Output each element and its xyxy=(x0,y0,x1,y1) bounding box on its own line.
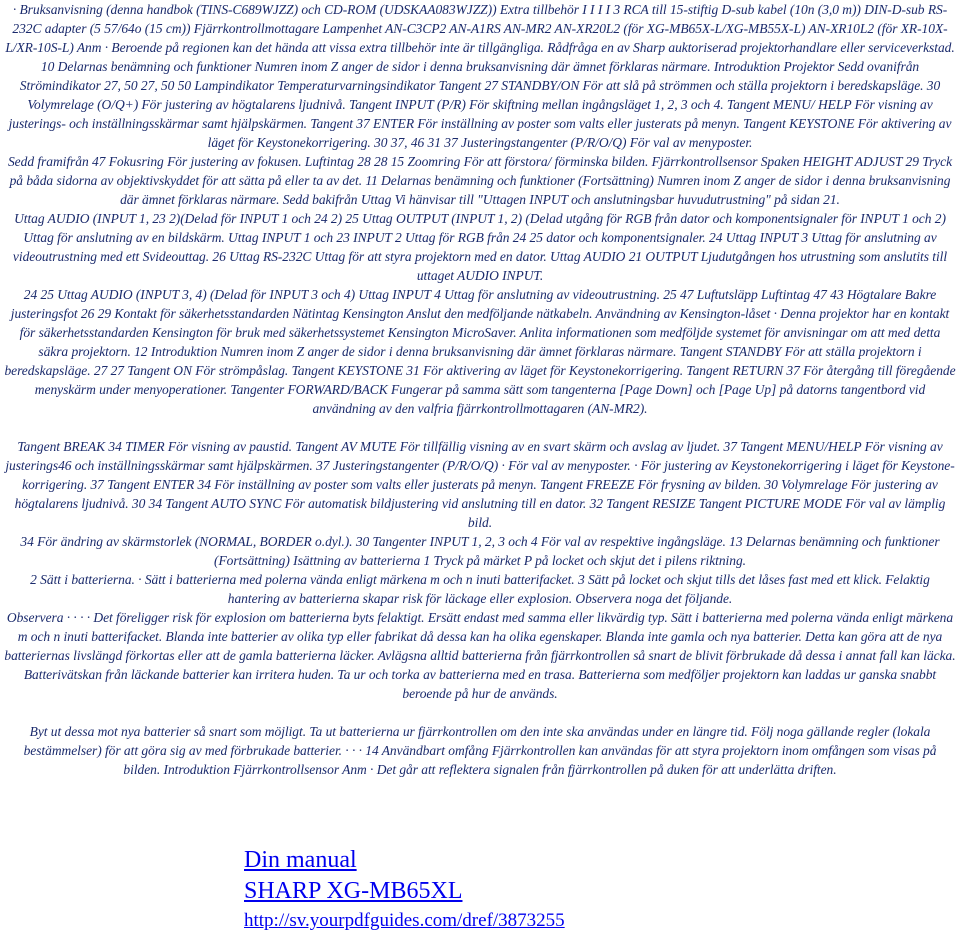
paragraph-spacer xyxy=(4,418,956,437)
din-manual-link[interactable]: Din manual xyxy=(244,847,357,873)
paragraph-remote-buttons: Tangent BREAK 34 TIMER För visning av paustid. Tangent AV MUTE För tillfällig visning av en svart skärm och avslag av ljudet. 37 Tangent MENU/HELP För visning av justerings46 och inställningsskärmar samt hjälpskärmen. 37 Justeringstangenter (P/R/O/Q) · För val av menyposter. · För justering av Keystonekorrigering i läget för Keystone-korrigering. 37 Tangent ENTER 34 För inställning av poster som valts eller justerats på menyn. Tangent FREEZE För frysning av bilden. 30 Volymrelage För justering av högtalarens ljudnivå. 30 34 Tangent AUTO SYNC För automatisk bildjustering vid anslutning till en dator. 32 Tangent RESIZE Tangent PICTURE MODE För val av lämplig bild. xyxy=(5,439,955,530)
paragraph-battery-warning: Observera · · · · Det föreligger risk för explosion om batterierna byts felaktigt. Ersätt endast med samma eller likvärdig typ. Sätt i batterierna med polerna vända enligt märkena m och n inuti batterifacket. Blanda inte batterier av olika typ eller fabrikat då dessa kan ha olika egenskaper. Blanda inte gamla och nya batterier. Detta kan göra att de nya batteriernas livslängd förkortas eller att de gamla batterierna läcker. Avlägsna alltid batterierna från fjärrkontrollen så snart de blivit förbrukade då dessa i annat fall kan läcka. Batterivätskan från läckande batterier kan irritera huden. Ta ur och torka av batterierna med en trasa. Batterierna som medföljer projektorn kan laddas ur ganska snabbt beroende på hur de används. xyxy=(4,610,956,701)
paragraph-usable-range: Byt ut dessa mot nya batterier så snart som möjligt. Ta ut batterierna ur fjärrkontrollen om den inte ska användas under en längre tid. Följ noga gällande regler (lokala bestämmelser) för att göra sig av med förbrukade batterier. · · · 14 Användbart omfång Fjärrkontrollen kan användas för att styra projektorn inom omfången som visas på bilden. Introduktion Fjärrkontrollsensor Anm · Det går att reflektera signalen från fjärrkontrollen på duken för att underlätta driften. xyxy=(23,724,937,777)
paragraph-battery-steps: 2 Sätt i batterierna. · Sätt i batterierna med polerna vända enligt märkena m och n inuti batterifacket. 3 Sätt på locket och skjut tills det låses fast med ett klick. Felaktig hantering av batterierna skapar risk för läckage eller explosion. Observera noga det följande. xyxy=(30,572,930,606)
paragraph-accessories-introduction: · Bruksanvisning (denna handbok (TINS-C689WJZZ) och CD-ROM (UDSKAA083WJZZ)) Extra tillbehör I I I I 3 RCA till 15-stiftig D-sub kabel (10n (3,0 m)) DIN-D-sub RS-232C adapter (5 57/64o (15 cm)) Fjärrkontrollmottagare Lampenhet AN-C3CP2 AN-A1RS AN-MR2 AN-XR20L2 (för XG-MB65X-L/XG-MB55X-L) AN-XR10L2 (för XR-10X-L/XR-10S-L) Anm · Beroende på regionen kan det hända att vissa extra tillbehör inte är tillgängliga. Rådfråga en av Sharp auktoriserad projektorhandlare eller serviceverkstad. 10 Delarnas benämning och funktioner Numren inom Z anger de sidor i denna bruksanvisning där ämnet förklaras närmare. Introduktion Projektor Sedd ovanifrån Strömindikator 27, 50 27, 50 50 Lampindikator Temperaturvarningsindikator Tangent 27 STANDBY/ON För att slå på strömmen och ställa projektorn i beredskapsläge. 30 Volymrelage (O/Q+) För justering av högtalarens ljudnivå. Tangent INPUT (P/R) För skiftning mellan ingångsläget 1, 2, 3 och 4. Tangent MENU/ HELP För visning av justerings- och inställningsskärmar samt hjälpskärmen. Tangent 37 ENTER För inställning av poster som valts eller justerats på menyn. Tangent KEYSTONE För aktivering av läget för Keystonekorrigering. 30 37, 46 31 37 Justeringstangenter (P/R/O/Q) För val av menyposter. xyxy=(5,2,955,150)
paragraph-kensington-remote: 24 25 Uttag AUDIO (INPUT 3, 4) (Delad för INPUT 3 och 4) Uttag INPUT 4 Uttag för anslutning av videoutrustning. 25 47 Luftutsläpp Luftintag 47 43 Högtalare Bakre justeringsfot 26 29 Kontakt för säkerhetsstandarden Nätintag Kensington Anslut den medföljande nätkabeln. Användning av Kensington-låset · Denna projektor har en kontakt för säkerhetsstandarden Kensington för bruk med säkerhetssystemet Kensington MicroSaver. Anlita informationen som medföljde systemet för anvisningar om att med detta säkra projektorn. 12 Introduktion Numren inom Z anger de sidor i denna bruksanvisning där ämnet förklaras närmare. Tangent STANDBY För att ställa projektorn i beredskapsläge. 27 27 Tangent ON För strömpåslag. Tangent KEYSTONE 31 För aktivering av läget för Keystonekorrigering. Tangent RETURN 37 För återgång till föregående menyskärm under menyoperationer. Tangenter FORWARD/BACK Fungerar på samma sätt som tangenterna [Page Down] och [Page Up] på datorns tangentbord vid användning av den valfria fjärrkontrollmottagaren (AN-MR2). xyxy=(4,287,956,416)
manual-footer xyxy=(244,845,664,935)
paragraph-spacer xyxy=(4,703,956,722)
paragraph-front-view: Sedd framifrån 47 Fokusring För justering av fokusen. Luftintag 28 28 15 Zoomring För att förstora/ förminska bilden. Fjärrkontrollsensor Spaken HEIGHT ADJUST 29 Tryck på båda sidorna av objektivskyddet för att sätta på eller ta av det. 11 Delarnas benämning och funktioner (Fortsättning) Numren inom Z anger de sidor i denna bruksanvisning där ämnet förklaras närmare. Sedd bakifrån Uttag Vi hänvisar till "Uttagen INPUT och anslutningsbar huvudutrustning" på sidan 21. xyxy=(7,154,953,207)
paragraph-battery-insertion: 34 För ändring av skärmstorlek (NORMAL, BORDER o.dyl.). 30 Tangenter INPUT 1, 2, 3 och 4 För val av respektive ingångsläge. 13 Delarnas benämning och funktioner (Fortsättning) Isättning av batterierna 1 Tryck på märket P på locket och skjut det i pilens riktning. xyxy=(20,534,940,568)
product-name-link[interactable]: SHARP XG-MB65XL xyxy=(244,878,463,904)
manual-url-link[interactable]: http://sv.yourpdfguides.com/dref/3873255 xyxy=(244,910,565,931)
paragraph-rear-connectors: Uttag AUDIO (INPUT 1, 23 2)(Delad för INPUT 1 och 24 2) 25 Uttag OUTPUT (INPUT 1, 2) (Delad utgång för RGB från dator och komponentsignaler för INPUT 1 och 2) Uttag för anslutning av en bildskärm. Uttag INPUT 1 och 23 INPUT 2 Uttag för RGB från 24 25 dator och komponentsignaler. 24 Uttag INPUT 3 Uttag för anslutning av videoutrustning med ett Svideouttag. 26 Uttag RS-232C Uttag för att styra projektorn med en dator. Uttag AUDIO 21 OUTPUT Ljudutgången hos utrustning som anslutits till uttaget AUDIO INPUT. xyxy=(12,211,948,283)
